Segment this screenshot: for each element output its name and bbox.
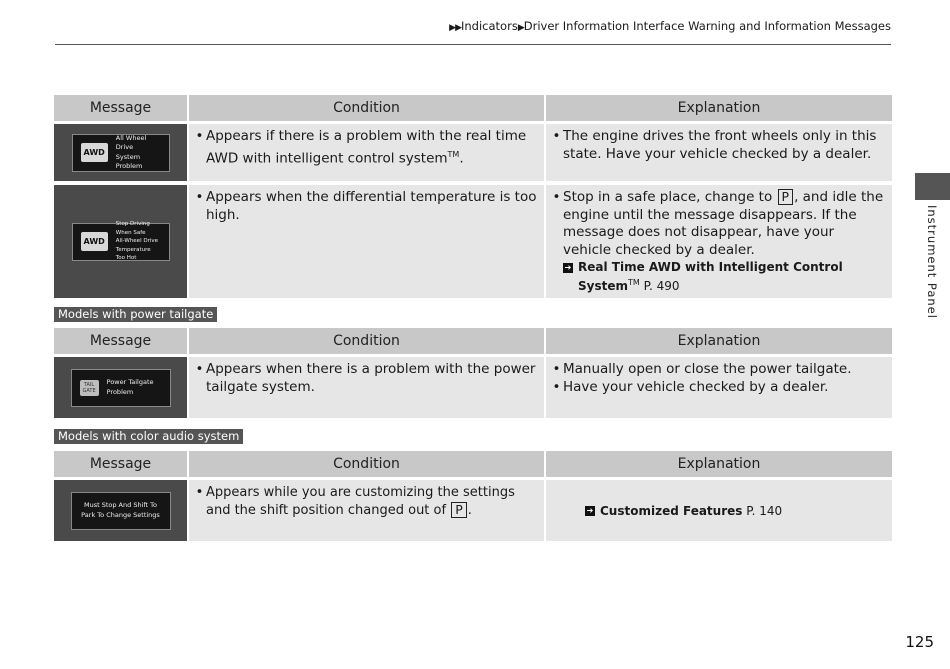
- condition-cell: [189, 357, 546, 422]
- explanation-text: Have your vehicle checked by a dealer.: [563, 378, 829, 395]
- models-label-tailgate: Models with power tailgate: [54, 307, 217, 322]
- screen-text: Power Tailgate: [106, 378, 154, 386]
- awd-temperature-screen: [72, 223, 170, 261]
- cross-reference[interactable]: [585, 503, 886, 519]
- table-row: [54, 480, 892, 545]
- tailgate-messages-table: [54, 328, 892, 422]
- header-explanation: Explanation: [546, 328, 892, 357]
- breadcrumb-indicators[interactable]: Indicators: [461, 19, 518, 33]
- explanation-text: , and idle the engine until the message disappears. If the message does not disappear, have your vehicle checked by a dealer.: [563, 189, 884, 258]
- explanation-cell: [546, 124, 892, 185]
- screen-text: All Wheel Drive: [115, 133, 147, 151]
- screen-text: Park To Change Settings: [81, 510, 160, 519]
- header-message: Message: [54, 95, 189, 124]
- tailgate-icon-text: TAIL: [83, 381, 95, 388]
- screen-text: Temperature Too Hot: [115, 246, 151, 262]
- table-row: [54, 124, 892, 185]
- reference-title[interactable]: Real Time AWD with Intelligent Control: [578, 260, 843, 274]
- explanation-text: Stop in a safe place, change to: [563, 189, 773, 205]
- table-row: [54, 185, 892, 302]
- arrow-icon: ▶: [517, 23, 524, 33]
- explanation-text: The engine drives the front wheels only in this state. Have your vehicle checked by a dealer.: [563, 128, 877, 162]
- explanation-cell: [546, 185, 892, 302]
- page-number: 125: [905, 633, 934, 651]
- message-cell: [54, 480, 189, 545]
- screen-text: Problem: [106, 387, 134, 396]
- header-message: Message: [54, 451, 189, 480]
- awd-problem-screen: [72, 134, 170, 172]
- tailgate-icon: [80, 380, 99, 396]
- header-explanation: Explanation: [546, 451, 892, 480]
- tailgate-icon-text: GATE: [82, 387, 96, 394]
- screen-text: All-Wheel Drive: [115, 238, 159, 245]
- explanation-cell: [546, 357, 892, 422]
- park-key-icon: P: [778, 189, 794, 205]
- header-explanation: Explanation: [546, 95, 892, 124]
- reference-page[interactable]: P. 490: [643, 279, 680, 293]
- screen-text: When Safe: [115, 229, 146, 236]
- table-header-row: [54, 328, 892, 357]
- header-condition: Condition: [189, 328, 546, 357]
- breadcrumb-section[interactable]: Driver Information Interface Warning and Information Messages: [523, 19, 891, 33]
- double-arrow-icon: ▶▶: [449, 23, 461, 33]
- breadcrumb: [449, 19, 891, 33]
- condition-cell: [189, 185, 546, 302]
- park-key-icon: P: [451, 502, 467, 518]
- reference-title[interactable]: Customized Features: [600, 503, 743, 518]
- bullet-icon: •: [195, 189, 204, 205]
- message-cell: [54, 357, 189, 422]
- cross-reference[interactable]: [563, 259, 886, 294]
- table-header-row: [54, 95, 892, 124]
- screen-text: Stop Driving: [115, 221, 150, 228]
- screen-text: Problem: [115, 162, 143, 170]
- awd-icon: AWD: [81, 232, 108, 252]
- reference-page[interactable]: P. 140: [746, 503, 783, 518]
- bullet-icon: •: [195, 484, 204, 500]
- header-rule: [55, 44, 891, 45]
- condition-text: Appears when there is a problem with the power tailgate system.: [206, 361, 536, 395]
- condition-text: Appears if there is a problem with the real time AWD: [206, 128, 527, 166]
- tailgate-problem-screen: [71, 369, 171, 407]
- audio-messages-table: [54, 451, 892, 545]
- header-condition: Condition: [189, 95, 546, 124]
- bullet-icon: •: [195, 361, 204, 377]
- condition-text: .: [459, 150, 464, 166]
- awd-messages-table: [54, 95, 892, 302]
- header-message: Message: [54, 328, 189, 357]
- condition-text: Appears when the differential temperature is too high.: [206, 189, 537, 223]
- condition-text: with intelligent control system: [242, 150, 448, 166]
- reference-arrow-icon: ➔: [564, 262, 572, 272]
- bullet-icon: •: [552, 128, 561, 144]
- trademark-mark: TM: [447, 149, 460, 159]
- stop-and-shift-screen: [71, 492, 171, 530]
- header-condition: Condition: [189, 451, 546, 480]
- explanation-cell: [546, 480, 892, 545]
- explanation-text: Manually open or close the power tailgate.: [563, 361, 852, 377]
- awd-icon: AWD: [81, 143, 108, 163]
- screen-text: Must Stop And Shift To: [83, 501, 157, 509]
- reference-arrow-icon: ➔: [586, 506, 594, 515]
- screen-text: System: [115, 152, 141, 161]
- message-cell: [54, 124, 189, 185]
- condition-cell: [189, 124, 546, 185]
- models-label-audio: Models with color audio system: [54, 429, 243, 444]
- bullet-icon: •: [552, 361, 561, 377]
- bullet-icon: •: [552, 189, 561, 205]
- bullet-icon: •: [195, 128, 204, 144]
- table-header-row: [54, 451, 892, 480]
- table-row: [54, 357, 892, 422]
- message-cell: [54, 185, 189, 302]
- condition-text: Appears while you are customizing the settings and the shift position changed out of: [206, 485, 515, 518]
- side-tab-label: Instrument Panel: [925, 205, 939, 319]
- side-tab-marker: [915, 173, 950, 200]
- reference-title[interactable]: System: [578, 279, 628, 293]
- trademark-mark: TM: [628, 278, 640, 287]
- condition-cell: [189, 480, 546, 545]
- condition-text: .: [467, 502, 472, 518]
- bullet-icon: •: [552, 378, 561, 395]
